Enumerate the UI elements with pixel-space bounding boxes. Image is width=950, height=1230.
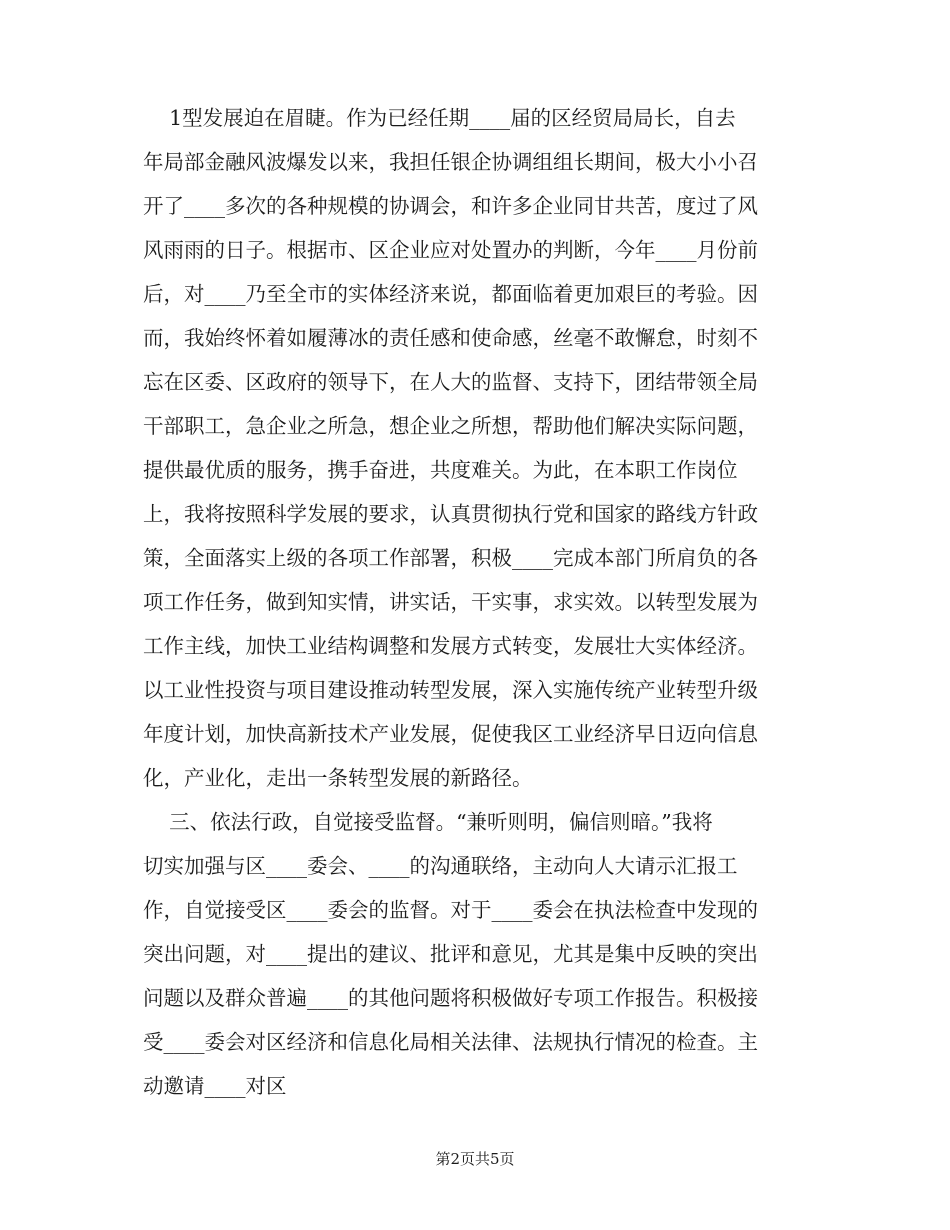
text-line: 提供最优质的服务，携手奋进，共度难关。为此，在本职工作岗位 bbox=[143, 458, 738, 482]
text-line: 三、依法行政，自觉接受监督。“兼听则明，偏信则暗。”我将 bbox=[143, 810, 713, 834]
text-line: 作，自觉接受区____委会的监督。对于____委会在执法检查中发现的 bbox=[143, 898, 758, 922]
text-line: 开了____多次的各种规模的协调会，和许多企业同甘共苦，度过了风 bbox=[143, 194, 758, 218]
page-number-footer: 第2页共5页 bbox=[435, 1150, 515, 1168]
text-line: 1型发展迫在眉睫。作为已经任期____届的区经贸局局长，自去 bbox=[143, 106, 736, 130]
text-line: 策，全面落实上级的各项工作部署，积极____完成本部门所肩负的各 bbox=[143, 546, 758, 570]
text-line: 后，对____乃至全市的实体经济来说，都面临着更加艰巨的考验。因 bbox=[143, 282, 758, 306]
text-line: 干部职工，急企业之所急，想企业之所想，帮助他们解决实际问题， bbox=[143, 414, 758, 438]
text-line: 以工业性投资与项目建设推动转型发展，深入实施传统产业转型升级 bbox=[143, 678, 758, 702]
text-line: 忘在区委、区政府的领导下，在人大的监督、支持下，团结带领全局 bbox=[143, 370, 758, 394]
text-line: 切实加强与区____委会、____的沟通联络，主动向人大请示汇报工 bbox=[143, 854, 738, 878]
text-line: 突出问题，对____提出的建议、批评和意见，尤其是集中反映的突出 bbox=[143, 942, 758, 966]
text-line: 上，我将按照科学发展的要求，认真贯彻执行党和国家的路线方针政 bbox=[143, 502, 758, 526]
text-line: 工作主线，加快工业结构调整和发展方式转变，发展壮大实体经济。 bbox=[143, 634, 758, 658]
text-line: 年局部金融风波爆发以来，我担任银企协调组组长期间，极大小小召 bbox=[143, 150, 758, 174]
text-line: 化，产业化，走出一条转型发展的新路径。 bbox=[143, 766, 533, 790]
text-line: 风雨雨的日子。根据市、区企业应对处置办的判断，今年____月份前 bbox=[143, 238, 758, 262]
text-line: 年度计划，加快高新技术产业发展，促使我区工业经济早日迈向信息 bbox=[143, 722, 758, 746]
text-line: 项工作任务，做到知实情，讲实话，干实事，求实效。以转型发展为 bbox=[143, 590, 758, 614]
text-line: 问题以及群众普遍____的其他问题将积极做好专项工作报告。积极接 bbox=[143, 986, 758, 1010]
text-line: 动邀请____对区 bbox=[143, 1074, 287, 1098]
text-line: 而，我始终怀着如履薄冰的责任感和使命感，丝毫不敢懈怠，时刻不 bbox=[143, 326, 758, 350]
text-line: 受____委会对区经济和信息化局相关法律、法规执行情况的检查。主 bbox=[143, 1030, 758, 1054]
